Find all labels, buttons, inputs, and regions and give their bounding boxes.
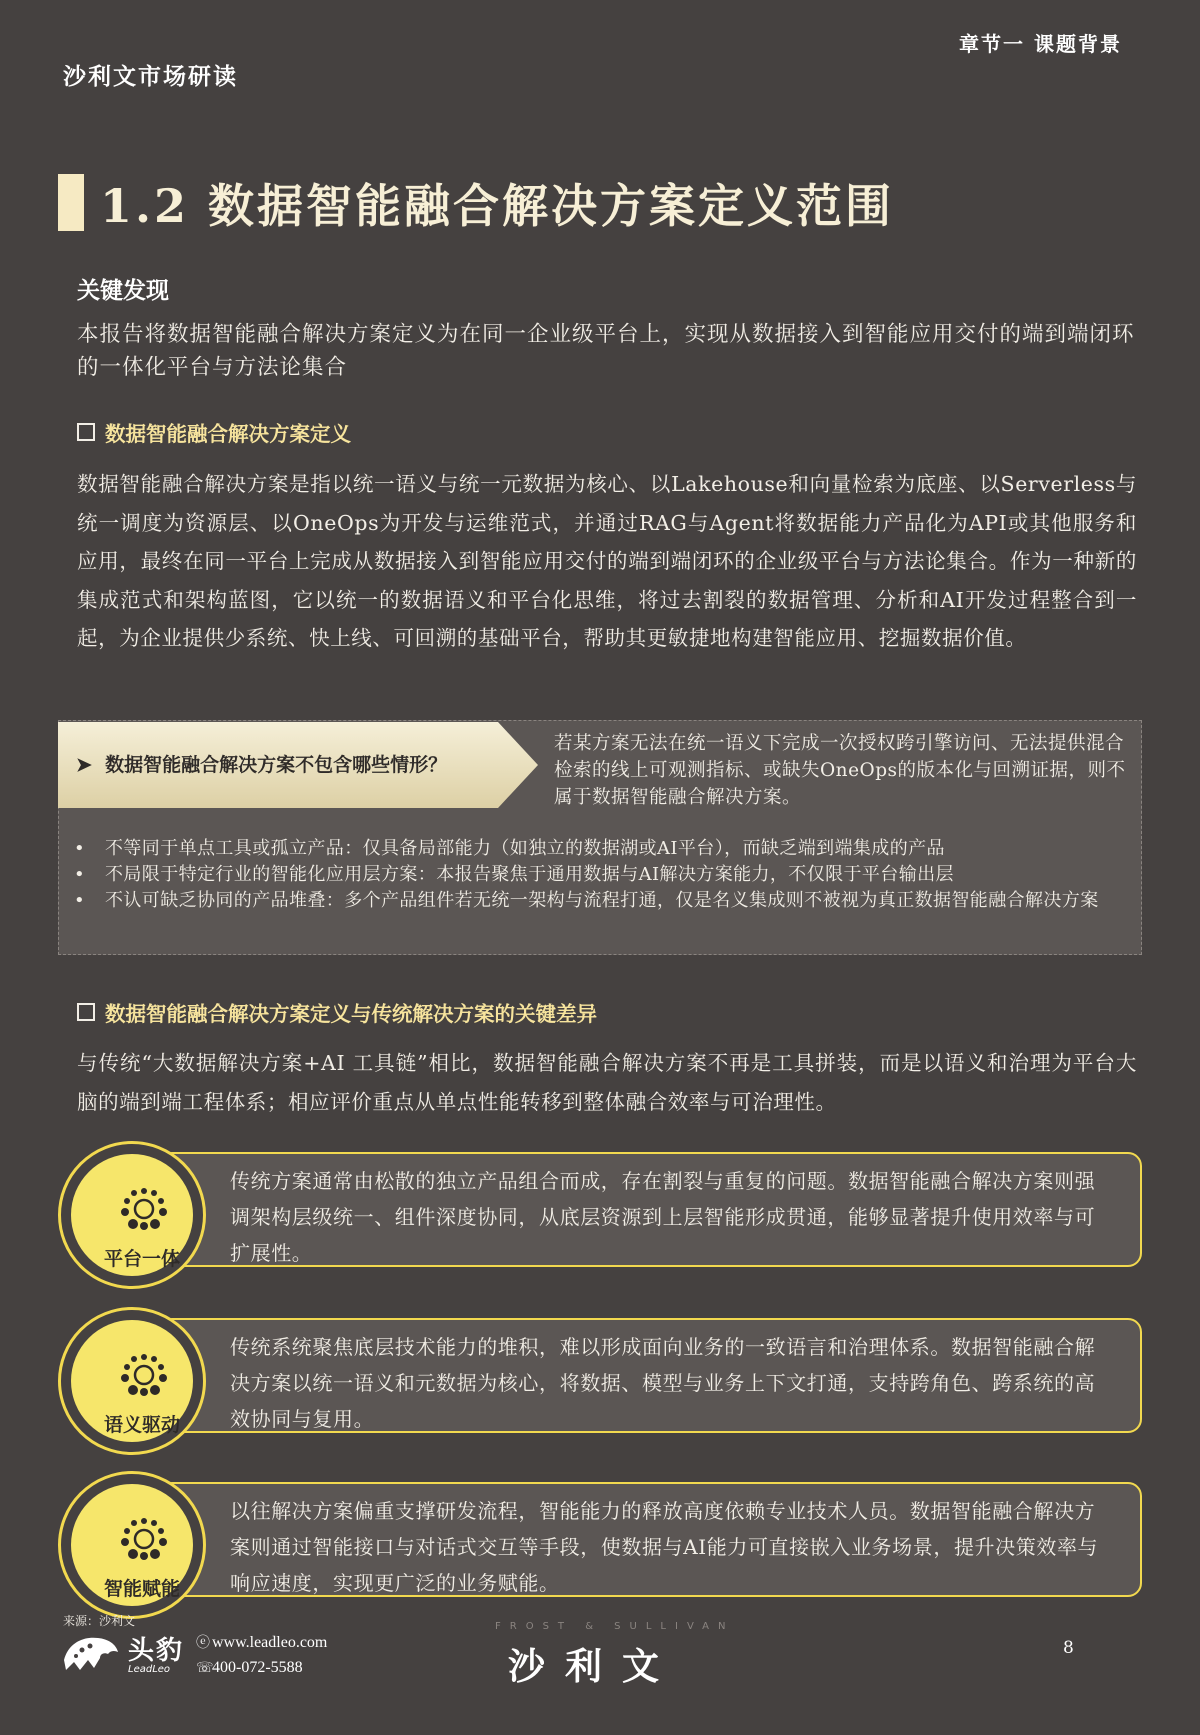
card-intelligent-enablement xyxy=(58,1471,1142,1604)
section-heading-text: 数据智能融合解决方案定义 xyxy=(105,422,351,446)
callout-answer: 若某方案无法在统一语义下完成一次授权跨引擎访问、无法提供混合检索的线上可观测指标、或缺失OneOps的版本化与回溯证据，则不属于数据智能融合解决方案。 xyxy=(554,733,1126,808)
list-item-text: 不等同于单点工具或孤立产品：仅具备局部能力（如独立的数据湖或AI平台），而缺乏端到端集成的产品 xyxy=(105,838,945,859)
card-label: 语义驱动 xyxy=(103,1414,180,1436)
card-label: 智能赋能 xyxy=(103,1578,180,1600)
callout-question: ➤ 数据智能融合解决方案不包含哪些情形？ xyxy=(76,754,448,776)
phone-number: 400-072-5588 xyxy=(212,1659,303,1676)
contact-info xyxy=(196,1631,327,1681)
card-text: 传统方案通常由松散的独立产品组合而成，存在割裂与重复的问题。数据智能融合解决方案则强调架构层级统一、组件深度协同，从底层资源到上层智能形成贯通，能够显著提升使用效率与可扩展性。 xyxy=(230,1169,1096,1265)
checkbox-bullet-icon xyxy=(77,1003,95,1021)
dots-cluster-icon xyxy=(114,1512,174,1568)
callout-question-text: 数据智能融合解决方案不包含哪些情形？ xyxy=(105,754,448,776)
title-accent-bar xyxy=(58,174,84,231)
list-item-text: 不局限于特定行业的智能化应用层方案：本报告聚焦于通用数据与AI解决方案能力，不仅限于平台输出层 xyxy=(105,864,954,885)
card-text: 传统系统聚焦底层技术能力的堆积，难以形成面向业务的一致语言和治理体系。数据智能融合解决方案以统一语义和元数据为核心，将数据、模型与业务上下文打通，支持跨角色、跨系统的高效协同与复用。 xyxy=(230,1335,1096,1431)
leadleo-logo-text: 头豹 xyxy=(128,1636,185,1666)
leadleo-logo-sub: LeadLeo xyxy=(128,1664,171,1675)
brand-title: 沙利文市场研读 xyxy=(63,63,238,90)
card-platform-unified xyxy=(58,1141,1142,1274)
section-heading-differences xyxy=(77,997,597,1027)
phone-icon: ☏ xyxy=(196,1661,214,1676)
section-heading-definition xyxy=(77,417,351,447)
list-item-text: 不认可缺乏协同的产品堆叠：多个产品组件若无统一架构与流程打通，仅是名义集成则不被视为真正数据智能融合解决方案 xyxy=(105,890,1099,911)
card-badge xyxy=(58,1307,206,1455)
definition-paragraph: 数据智能融合解决方案是指以统一语义与统一元数据为核心、以Lakehouse和向量检索为底座、以Serverless与统一调度为资源层、以OneOps为开发与运维范式，并通过RAG与Agent将数据能力产品化为API或其他服务和应用，最终在同一平台上完成从数据接入到智能应用交付的端到端闭环的企业级平台与方法论集合。作为一种新的集成范式和架构蓝图，它以统一的数据语义和平台化思维，将过去割裂的数据管理、分析和AI开发过程整合到一起，为企业提供少系统、快上线、可回溯的基础平台，帮助其更敏捷地构建智能应用、挖掘数据价值。 xyxy=(77,472,1137,650)
dots-cluster-icon xyxy=(114,1182,174,1238)
differences-paragraph: 与传统“大数据解决方案+AI 工具链”相比，数据智能融合解决方案不再是工具拼装，而是以语义和治理为平台大脑的端到端工程体系；相应评价重点从单点性能转移到整体融合效率与可治理性。 xyxy=(77,1051,1137,1114)
card-semantic-driven xyxy=(58,1307,1142,1440)
card-badge xyxy=(58,1471,206,1619)
frost-sullivan-wordmark: FROST & SULLIVAN xyxy=(495,1621,735,1632)
web-icon: ⓔ xyxy=(196,1636,210,1651)
key-findings-label: 关键发现 xyxy=(77,277,169,304)
card-label: 平台一体 xyxy=(103,1248,180,1270)
dots-cluster-icon xyxy=(114,1348,174,1404)
page-title: 1.2 数据智能融合解决方案定义范围 xyxy=(100,179,895,233)
sullivan-logo-text: 沙利文 xyxy=(508,1644,679,1688)
list-item: • 不等同于单点工具或孤立产品：仅具备局部能力（如独立的数据湖或AI平台），而缺乏端到端集成的产品 xyxy=(74,838,945,859)
key-findings-text: 本报告将数据智能融合解决方案定义为在同一企业级平台上，实现从数据接入到智能应用交付的端到端闭环的一体化平台与方法论集合 xyxy=(77,322,1135,380)
card-badge xyxy=(58,1141,206,1289)
page-number: 8 xyxy=(1063,1638,1074,1658)
list-item: • 不认可缺乏协同的产品堆叠：多个产品组件若无统一架构与流程打通，仅是名义集成则不被视为真正数据智能融合解决方案 xyxy=(74,890,1099,911)
website-link[interactable]: www.leadleo.com xyxy=(212,1634,328,1651)
leopard-logo-icon xyxy=(60,1630,120,1674)
callout-question-tab xyxy=(58,722,538,808)
exclusion-list xyxy=(70,836,1130,914)
card-text: 以往解决方案偏重支撑研发流程，智能能力的释放高度依赖专业技术人员。数据智能融合解决方案则通过智能接口与对话式交互等手段，使数据与AI能力可直接嵌入业务场景，提升决策效率与响应速度，实现更广泛的业务赋能。 xyxy=(230,1499,1099,1595)
checkbox-bullet-icon xyxy=(77,423,95,441)
list-item: • 不局限于特定行业的智能化应用层方案：本报告聚焦于通用数据与AI解决方案能力，不仅限于平台输出层 xyxy=(74,864,954,885)
chapter-label: 章节一 课题背景 xyxy=(959,32,1122,56)
source-note: 来源：沙利文 xyxy=(63,1614,136,1628)
section-heading-text: 数据智能融合解决方案定义与传统解决方案的关键差异 xyxy=(105,1002,597,1026)
